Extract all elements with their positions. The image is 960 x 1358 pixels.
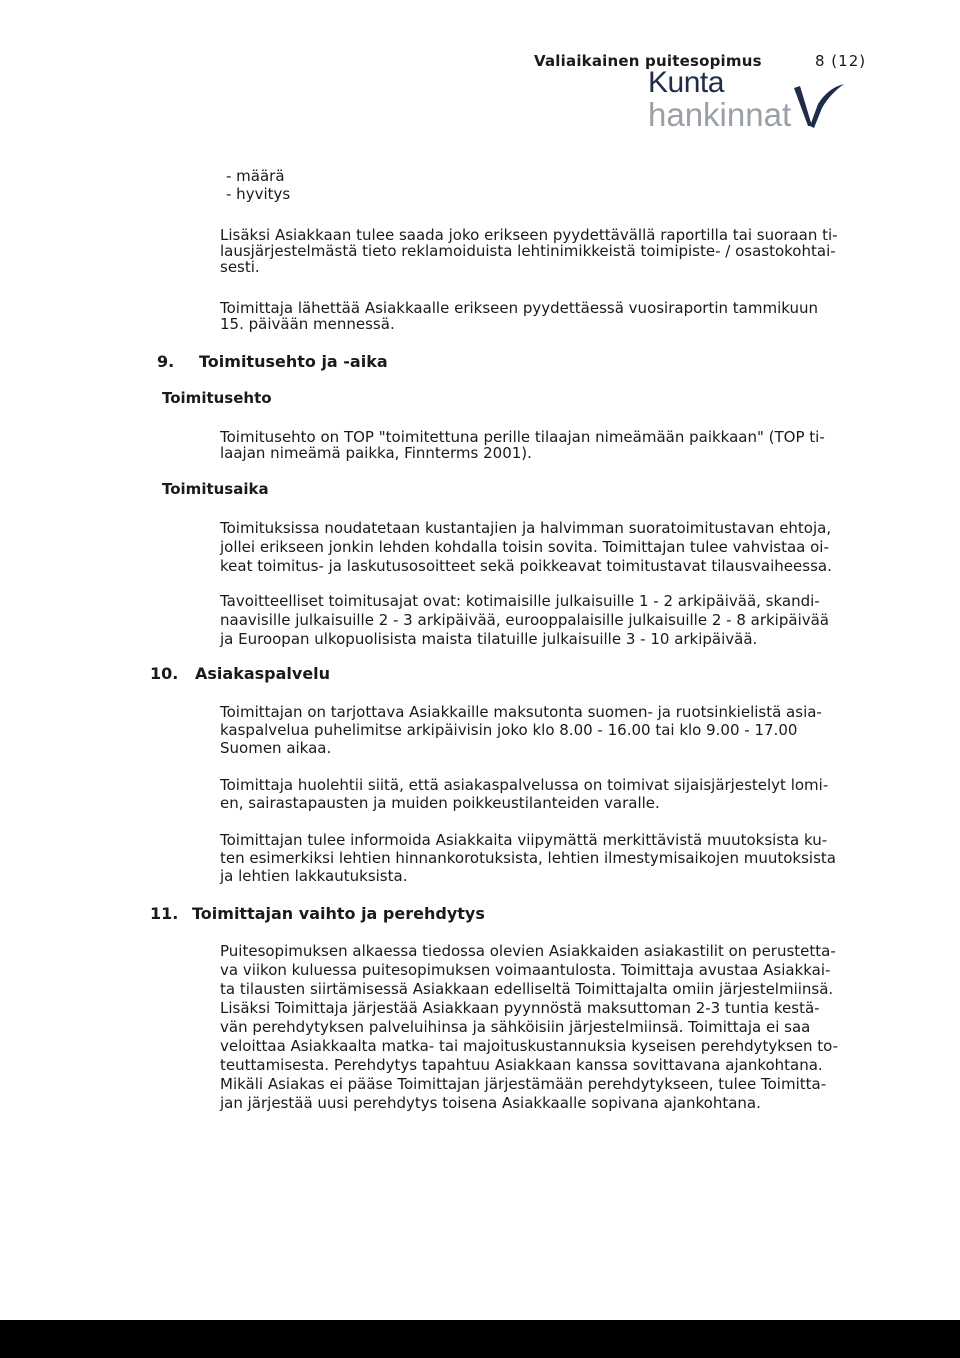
paragraph-line: Suomen aikaa. <box>220 739 332 757</box>
paragraph-line: Toimittajan on tarjottava Asiakkaille maksutonta suomen- ja ruotsinkielistä asia- <box>220 703 822 721</box>
page-number: 8 (12) <box>815 52 867 70</box>
paragraph-line: kaspalvelua puhelimitse arkipäivisin joko klo 8.00 - 16.00 tai klo 9.00 - 17.00 <box>220 721 798 739</box>
paragraph-line: Toimitusehto on TOP "toimitettuna perille tilaajan nimeämään paikkaan" (TOP ti- <box>220 428 825 446</box>
paragraph-line: keat toimitus- ja laskutusosoitteet sekä poikkeavat toimitustavat tilausvaiheessa. <box>220 557 832 575</box>
paragraph-line: va viikon kuluessa puitesopimuksen voimaantulosta. Toimittaja avustaa Asiakkai- <box>220 961 831 979</box>
list-item: - hyvitys <box>226 185 291 203</box>
section-number: 10. <box>150 664 179 683</box>
paragraph-line: veloittaa Asiakkaalta matka- tai majoituskustannuksia kyseisen perehdytyksen to- <box>220 1037 839 1055</box>
scan-edge-bar <box>0 1320 960 1358</box>
section-number: 9. <box>157 352 175 371</box>
paragraph-line: naavisille julkaisuille 2 - 3 arkipäivää, eurooppalaisille julkaisuille 2 - 8 arkipäivää <box>220 611 829 629</box>
section-heading: Toimittajan vaihto ja perehdytys <box>192 904 485 923</box>
subsection-heading: Toimitusaika <box>162 480 269 498</box>
section-heading: Asiakaspalvelu <box>195 664 331 683</box>
paragraph-line: Toimittajan tulee informoida Asiakkaita viipymättä merkittävistä muutoksista ku- <box>220 831 828 849</box>
paragraph-line: jan järjestää uusi perehdytys toisena Asiakkaalle sopivana ajankohtana. <box>220 1094 761 1112</box>
section-number: 11. <box>150 904 179 923</box>
paragraph-line: Toimittaja lähettää Asiakkaalle erikseen pyydettäessä vuosiraportin tammikuun <box>220 299 818 317</box>
paragraph-line: ten esimerkiksi lehtien hinnankorotuksista, lehtien ilmestymisaikojen muutoksista <box>220 849 836 867</box>
paragraph-line: ta tilausten siirtämisessä Asiakkaan edelliseltä Toimittajalta omiin järjestelmiinsä. <box>220 980 834 998</box>
document-title: Valiaikainen puitesopimus <box>534 52 762 70</box>
paragraph-line: en, sairastapausten ja muiden poikkeustilanteiden varalle. <box>220 794 660 812</box>
paragraph-line: ja lehtien lakkautuksista. <box>220 867 408 885</box>
logo-mark-icon <box>788 74 848 134</box>
paragraph-line: ja Euroopan ulkopuolisista maista tilatuille julkaisuille 3 - 10 arkipäivää. <box>220 630 758 648</box>
paragraph-line: sesti. <box>220 258 260 276</box>
paragraph-line: jollei erikseen jonkin lehden kohdalla toisin sovita. Toimittajan tulee vahvistaa oi- <box>220 538 829 556</box>
subsection-heading: Toimitusehto <box>162 389 272 407</box>
logo-text-kunta: Kunta <box>648 66 724 99</box>
paragraph-line: Lisäksi Asiakkaan tulee saada joko erikseen pyydettävällä raportilla tai suoraan ti- <box>220 226 838 244</box>
list-item: - määrä <box>226 167 285 185</box>
paragraph-line: lausjärjestelmästä tieto reklamoiduista lehtinimikkeistä toimipiste- / osastokohtai- <box>220 242 836 260</box>
kuntahankinnat-logo <box>648 66 868 136</box>
paragraph-line: Tavoitteelliset toimitusajat ovat: kotimaisille julkaisuille 1 - 2 arkipäivää, skandi- <box>220 592 820 610</box>
paragraph-line: vän perehdytyksen palveluihinsa ja sähköisiin järjestelmiinsä. Toimittaja ei saa <box>220 1018 811 1036</box>
paragraph-line: Toimittaja huolehtii siitä, että asiakaspalvelussa on toimivat sijaisjärjestelyt lomi- <box>220 776 829 794</box>
logo-text-hankinnat: hankinnat <box>648 96 792 133</box>
paragraph-line: teuttamisesta. Perehdytys tapahtuu Asiakkaan kanssa sovittavana ajankohtana. <box>220 1056 823 1074</box>
section-heading: Toimitusehto ja -aika <box>199 352 388 371</box>
paragraph-line: Lisäksi Toimittaja järjestää Asiakkaan pyynnöstä maksuttoman 2-3 tuntia kestä- <box>220 999 820 1017</box>
paragraph-line: Toimituksissa noudatetaan kustantajien ja halvimman suoratoimitustavan ehtoja, <box>220 519 832 537</box>
paragraph-line: Mikäli Asiakas ei pääse Toimittajan järjestämään perehdytykseen, tulee Toimitta- <box>220 1075 827 1093</box>
paragraph-line: laajan nimeämä paikka, Finnterms 2001). <box>220 444 532 462</box>
paragraph-line: 15. päivään mennessä. <box>220 315 395 333</box>
paragraph-line: Puitesopimuksen alkaessa tiedossa olevien Asiakkaiden asiakastilit on perustetta- <box>220 942 836 960</box>
